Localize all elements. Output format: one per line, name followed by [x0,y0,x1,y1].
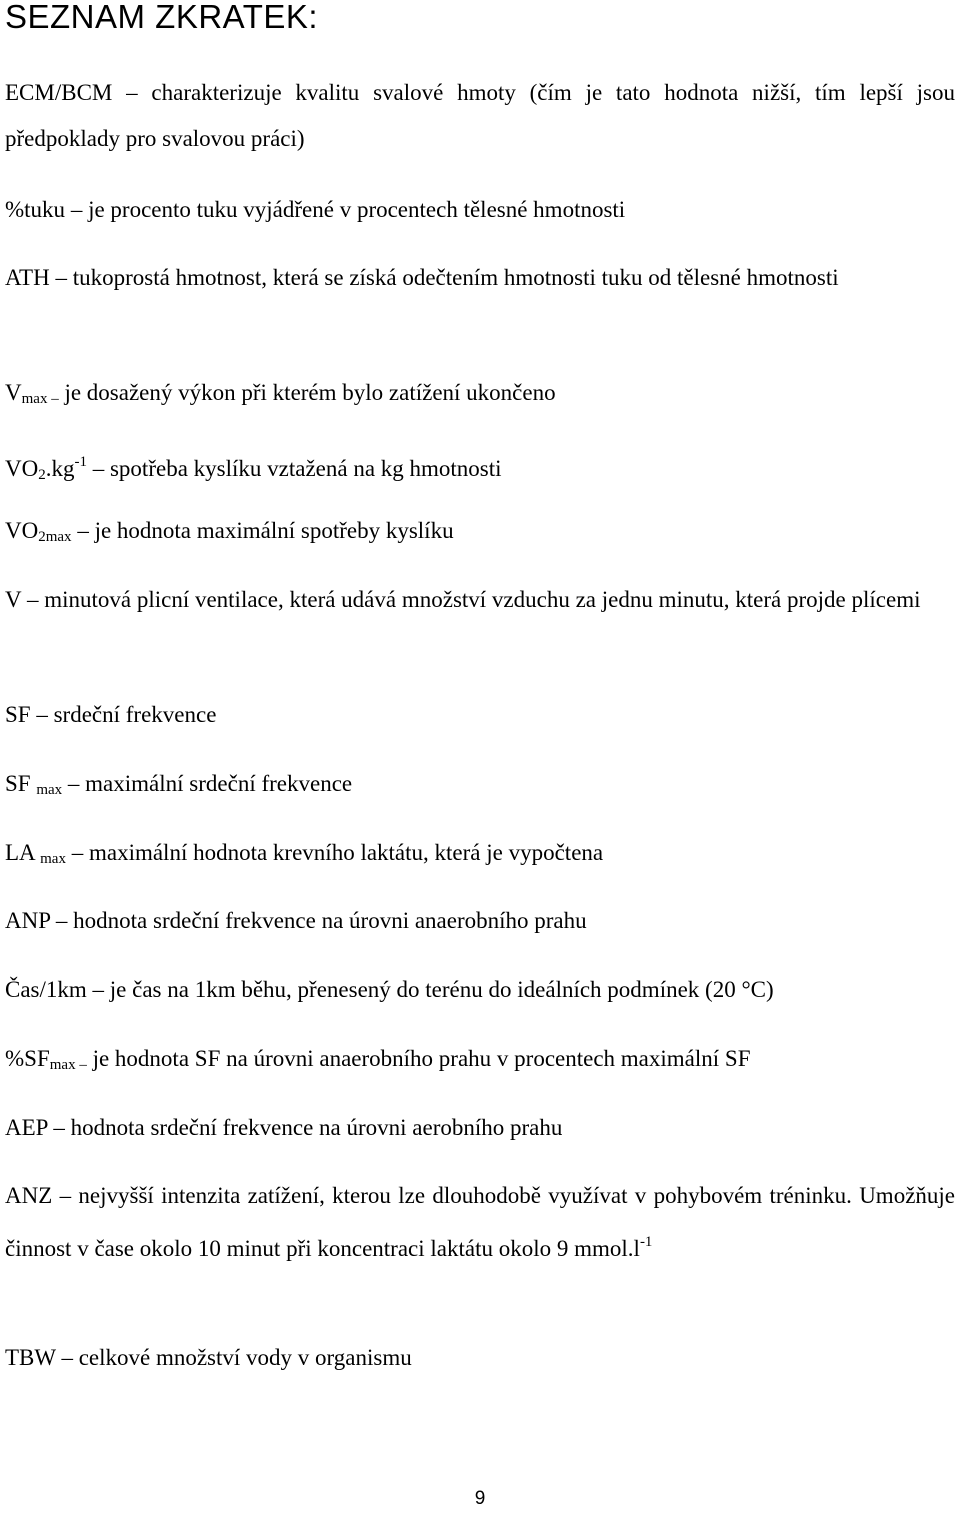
abbreviation-definition: minutová plicní ventilace, která udává množství vzduchu za jednu minutu, která projde plícemi [44,587,921,612]
abbreviation-entry-anp [5,898,955,944]
abbreviation-term: ANZ [5,1183,53,1208]
abbreviation-definition: maximální hodnota krevního laktátu, která je vypočtena [88,840,604,865]
abbreviation-term: V [5,380,22,405]
abbreviation-definition: maximální srdeční frekvence [85,771,353,796]
separator: – [86,456,110,481]
separator: – [50,908,74,933]
abbreviation-definition: charakterizuje kvalitu svalové hmoty (čím je tato hodnota nižší, tím lepší jsou předpoklady pro svalovou práci) [5,80,956,151]
separator: – [71,518,95,543]
abbreviation-entry-v [5,577,955,623]
abbreviation-definition: tukoprostá hmotnost, která se získá odečtením hmotnosti tuku od tělesné hmotnosti [72,265,839,290]
abbreviation-superscript: -1 [639,1234,653,1250]
separator: – [112,80,152,105]
separator: – [65,840,89,865]
abbreviation-definition: je procento tuku vyjádřené v procentech tělesné hmotnosti [88,197,626,222]
abbreviation-entry-cas-1km [5,967,955,1013]
abbreviation-entry-la-max [5,830,955,882]
separator: – [55,1345,79,1370]
abbreviation-superscript: -1 [74,454,87,470]
abbreviation-definition: hodnota srdeční frekvence na úrovni anaerobního prahu [73,908,587,933]
abbreviation-term: VO [5,456,39,481]
abbreviation-entry-vo2-kg [5,439,955,498]
separator: – [47,1115,71,1140]
abbreviation-entry-ecm-bcm [5,70,955,162]
abbreviation-term: Čas/1km [5,977,87,1002]
abbreviation-entry-aep [5,1105,955,1151]
abbreviation-term: ANP [5,908,51,933]
abbreviation-definition: je hodnota SF na úrovni anaerobního prahu v procentech maximální SF [92,1046,751,1071]
abbreviation-subscript: max [40,851,66,867]
abbreviation-entry-sf-max [5,761,955,813]
abbreviation-subscript: max [36,782,63,798]
abbreviation-term: ATH [5,265,50,290]
abbreviation-entry-tuku [5,187,955,233]
abbreviation-definition: je hodnota maximální spotřeby kyslíku [94,518,454,543]
abbreviation-term: ECM/BCM [5,80,113,105]
abbreviation-definition: nejvyšší intenzita zatížení, kterou lze dlouhodobě využívat v pohybovém tréninku. Umožňuje činnost v čase okolo 10 minut při koncentraci laktátu okolo 9 mmol.l [5,1183,956,1261]
separator: – [65,197,89,222]
abbreviation-entry-sf [5,692,955,738]
abbreviation-entry-vmax [5,370,955,422]
abbreviation-subscript: max – [49,1057,87,1073]
abbreviation-entry-anz [5,1173,955,1272]
abbreviation-entry-tbw [5,1335,955,1381]
abbreviation-definition: spotřeba kyslíku vztažená na kg hmotnosti [109,456,502,481]
abbreviation-entry-vo2max [5,508,955,560]
abbreviation-term: SF [5,771,37,796]
separator: – [49,265,73,290]
abbreviation-term: V [5,587,22,612]
abbreviation-definition: srdeční frekvence [53,702,217,727]
abbreviation-term: TBW [5,1345,56,1370]
separator: – [62,771,86,796]
abbreviation-definition: je dosažený výkon při kterém bylo zatížení ukončeno [64,380,556,405]
abbreviation-term: SF [5,702,31,727]
abbreviation-definition: celkové množství vody v organismu [78,1345,412,1370]
separator: – [86,977,110,1002]
separator: – [30,702,54,727]
abbreviation-subscript: 2max [38,529,72,545]
page-number: 9 [474,1488,486,1509]
abbreviation-definition: hodnota srdeční frekvence na úrovni aerobního prahu [70,1115,563,1140]
abbreviation-term: %SF [5,1046,50,1071]
abbreviation-term: AEP [5,1115,48,1140]
abbreviation-entry-ath [5,255,955,301]
abbreviation-term: LA [5,840,41,865]
separator: – [21,587,45,612]
page-title: SEZNAM ZKRATEK: [5,0,319,35]
abbreviation-subscript: 2 [38,467,46,483]
abbreviation-term: %tuku [5,197,66,222]
separator: – [52,1183,79,1208]
abbreviation-subscript: max – [21,391,59,407]
abbreviation-term-suffix: .kg [45,456,75,481]
abbreviation-definition: je čas na 1km běhu, přenesený do terénu do ideálních podmínek (20 °C) [109,977,774,1002]
abbreviation-entry-percent-sf-max [5,1036,955,1088]
abbreviation-term: VO [5,518,39,543]
